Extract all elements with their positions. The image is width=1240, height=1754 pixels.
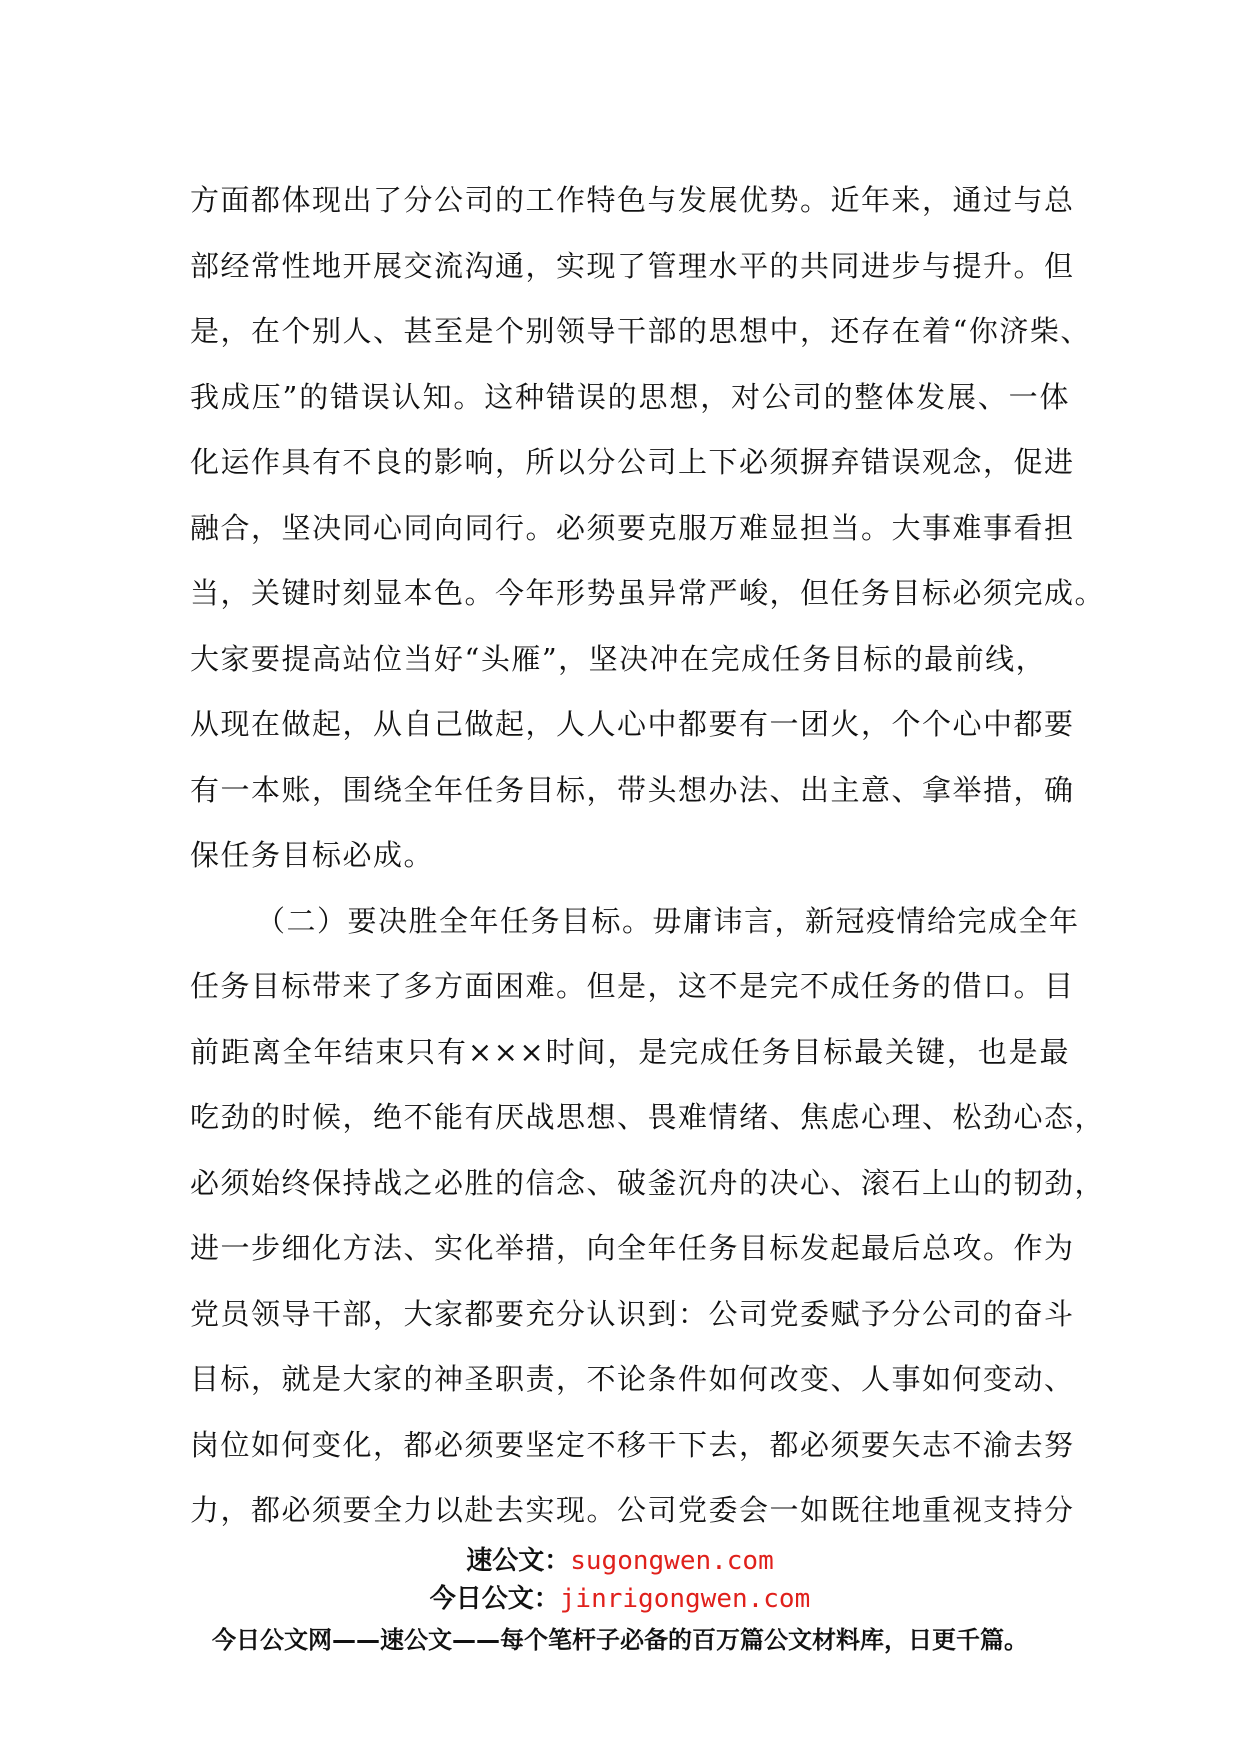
text-line-paragraph-end: 保任务目标必成。 xyxy=(190,838,435,872)
footer-link-sugongwen[interactable]: sugongwen.com xyxy=(570,1546,774,1576)
footer-slogan-text: 今日公文网——速公文——每个笔杆子必备的百万篇公文材料库，日更千篇。 xyxy=(212,1626,1028,1654)
text-line: 化运作具有不良的影响，所以分公司上下必须摒弃错误观念，促进 xyxy=(190,445,1075,479)
text-line: 力，都必须要全力以赴去实现。公司党委会一如既往地重视支持分 xyxy=(190,1493,1075,1527)
text-line: 我成压”的错误认知。这种错误的思想，对公司的整体发展、一体 xyxy=(190,379,1070,414)
text-line: 是，在个别人、甚至是个别领导干部的思想中，还存在着“你济柴、 xyxy=(190,314,1091,348)
text-line: 当，关键时刻显本色。今年形势虽异常严峻，但任务目标必须完成。 xyxy=(190,576,1106,610)
text-line: 任务目标带来了多方面困难。但是，这不是完不成任务的借口。目 xyxy=(190,969,1075,1003)
text-line: 进一步细化方法、实化举措，向全年任务目标发起最后总攻。作为 xyxy=(190,1231,1075,1265)
document-body xyxy=(190,168,1106,1544)
footer-label-sugongwen: 速公文： xyxy=(466,1546,571,1576)
text-line: 从现在做起，从自己做起，人人心中都要有一团火，个个心中都要 xyxy=(190,707,1075,741)
text-line: 方面都体现出了分公司的工作特色与发展优势。近年来，通过与总 xyxy=(190,183,1075,217)
text-line: 岗位如何变化，都必须要坚定不移干下去，都必须要矢志不渝去努 xyxy=(190,1427,1075,1462)
text-line: 吃劲的时候，绝不能有厌战思想、畏难情绪、焦虑心理、松劲心态， xyxy=(190,1100,1106,1134)
text-line: 必须始终保持战之必胜的信念、破釜沉舟的决心、滚石上山的韧劲， xyxy=(190,1165,1106,1200)
text-line: 党员领导干部，大家都要充分认识到：公司党委赋予分公司的奋斗 xyxy=(190,1296,1075,1331)
footer-sugongwen xyxy=(0,1544,1240,1578)
text-line: 有一本账，围绕全年任务目标，带头想办法、出主意、拿举措，确 xyxy=(190,772,1075,807)
text-line: 前距离全年结束只有×××时间，是完成任务目标最关键，也是最 xyxy=(190,1034,1070,1069)
footer-link-jinrigongwen[interactable]: jinrigongwen.com xyxy=(559,1584,811,1614)
text-line: 部经常性地开展交流沟通，实现了管理水平的共同进步与提升。但 xyxy=(190,248,1075,283)
text-line-paragraph-start: （二）要决胜全年任务目标。毋庸讳言，新冠疫情给完成全年 xyxy=(256,903,1080,938)
text-line: 目标，就是大家的神圣职责，不论条件如何改变、人事如何变动、 xyxy=(190,1362,1075,1396)
text-line: 大家要提高站位当好“头雁”，坚决冲在完成任务目标的最前线， xyxy=(190,641,1047,676)
footer-slogan xyxy=(0,1624,1240,1656)
footer-label-jinrigongwen: 今日公文： xyxy=(429,1584,560,1614)
footer-jinrigongwen xyxy=(0,1582,1240,1616)
text-line: 融合，坚决同心同向同行。必须要克服万难显担当。大事难事看担 xyxy=(190,510,1075,545)
